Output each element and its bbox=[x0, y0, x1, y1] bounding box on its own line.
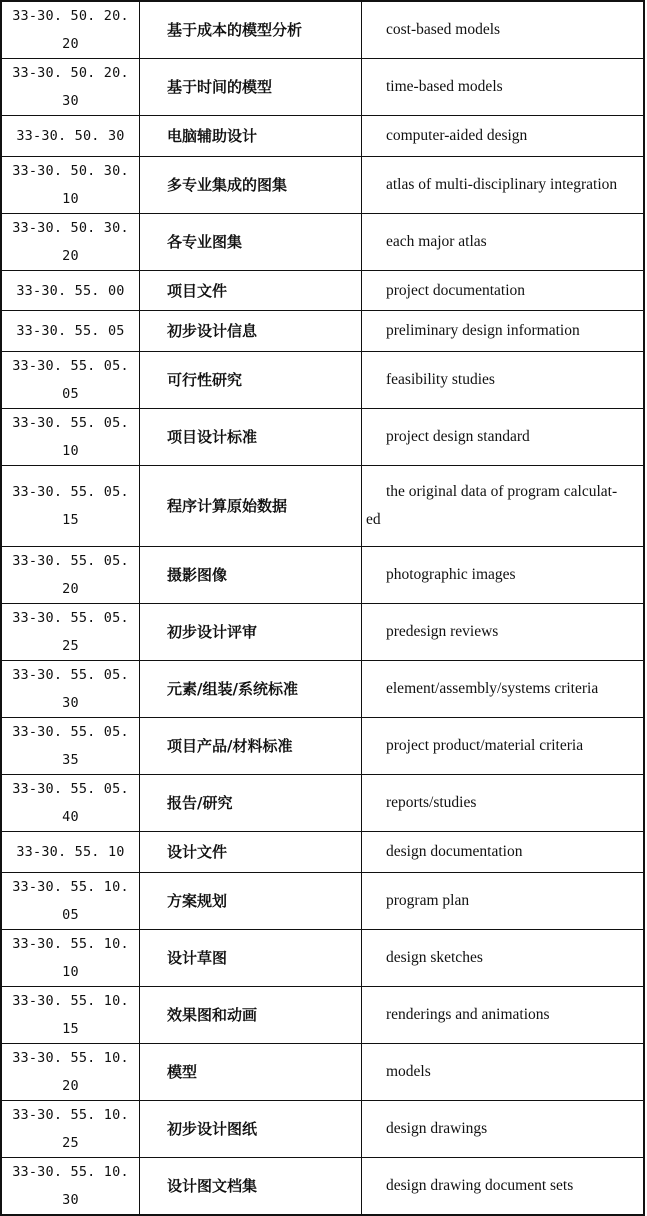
chinese-term-cell: 模型 bbox=[140, 1043, 362, 1100]
chinese-term-cell: 初步设计信息 bbox=[140, 311, 362, 352]
english-term-cell: project documentation bbox=[362, 270, 645, 311]
code-cell: 33-30. 55. 05. 15 bbox=[1, 466, 140, 547]
code-cell: 33-30. 55. 10. 30 bbox=[1, 1157, 140, 1215]
english-term-cell: design sketches bbox=[362, 929, 645, 986]
table-row bbox=[1, 661, 644, 718]
code-cell: 33-30. 50. 20. 30 bbox=[1, 59, 140, 116]
table-row bbox=[1, 466, 644, 547]
chinese-term-cell: 设计图文档集 bbox=[140, 1157, 362, 1215]
table-row bbox=[1, 156, 644, 213]
english-term-cell: atlas of multi-disciplinary integration bbox=[362, 156, 645, 213]
table-row bbox=[1, 986, 644, 1043]
code-cell: 33-30. 55. 05. 30 bbox=[1, 661, 140, 718]
chinese-term-cell: 项目文件 bbox=[140, 270, 362, 311]
chinese-term-cell: 设计草图 bbox=[140, 929, 362, 986]
english-term-cell: element/assembly/systems criteria bbox=[362, 661, 645, 718]
code-cell: 33-30. 55. 10. 25 bbox=[1, 1100, 140, 1157]
table-row bbox=[1, 1, 644, 59]
english-term-line-1: the original data of program calculat- bbox=[386, 483, 618, 501]
chinese-term-cell: 项目设计标准 bbox=[140, 409, 362, 466]
code-cell: 33-30. 55. 05 bbox=[1, 311, 140, 352]
table-row bbox=[1, 1157, 644, 1215]
code-cell: 33-30. 55. 05. 10 bbox=[1, 409, 140, 466]
chinese-term-cell: 基于成本的模型分析 bbox=[140, 1, 362, 59]
table-row bbox=[1, 116, 644, 157]
code-cell: 33-30. 55. 10 bbox=[1, 832, 140, 873]
code-cell: 33-30. 55. 10. 10 bbox=[1, 929, 140, 986]
english-term-cell: predesign reviews bbox=[362, 604, 645, 661]
chinese-term-cell: 项目产品/材料标准 bbox=[140, 718, 362, 775]
chinese-term-cell: 方案规划 bbox=[140, 872, 362, 929]
english-term-cell: preliminary design information bbox=[362, 311, 645, 352]
table-row bbox=[1, 604, 644, 661]
code-cell: 33-30. 50. 30. 10 bbox=[1, 156, 140, 213]
chinese-term-cell: 程序计算原始数据 bbox=[140, 466, 362, 547]
chinese-term-cell: 基于时间的模型 bbox=[140, 59, 362, 116]
english-term-cell: reports/studies bbox=[362, 775, 645, 832]
code-cell: 33-30. 55. 05. 05 bbox=[1, 352, 140, 409]
english-term-cell bbox=[362, 466, 645, 547]
table-row bbox=[1, 1043, 644, 1100]
chinese-term-cell: 效果图和动画 bbox=[140, 986, 362, 1043]
table-row bbox=[1, 1100, 644, 1157]
table-row bbox=[1, 59, 644, 116]
table-row bbox=[1, 775, 644, 832]
chinese-term-cell: 多专业集成的图集 bbox=[140, 156, 362, 213]
chinese-term-cell: 报告/研究 bbox=[140, 775, 362, 832]
english-term-cell: renderings and animations bbox=[362, 986, 645, 1043]
code-cell: 33-30. 55. 10. 15 bbox=[1, 986, 140, 1043]
chinese-term-cell: 摄影图像 bbox=[140, 547, 362, 604]
code-cell: 33-30. 55. 05. 40 bbox=[1, 775, 140, 832]
english-term-cell: project design standard bbox=[362, 409, 645, 466]
table-row bbox=[1, 409, 644, 466]
chinese-term-cell: 元素/组装/系统标准 bbox=[140, 661, 362, 718]
table-row bbox=[1, 270, 644, 311]
english-term-cell: models bbox=[362, 1043, 645, 1100]
code-cell: 33-30. 50. 30. 20 bbox=[1, 213, 140, 270]
code-cell: 33-30. 55. 10. 05 bbox=[1, 872, 140, 929]
chinese-term-cell: 设计文件 bbox=[140, 832, 362, 873]
chinese-term-cell: 初步设计图纸 bbox=[140, 1100, 362, 1157]
english-term-cell: time-based models bbox=[362, 59, 645, 116]
english-term-cell: design drawing document sets bbox=[362, 1157, 645, 1215]
english-term-cell: photographic images bbox=[362, 547, 645, 604]
code-cell: 33-30. 55. 00 bbox=[1, 270, 140, 311]
code-cell: 33-30. 55. 05. 35 bbox=[1, 718, 140, 775]
english-term-cell: each major atlas bbox=[362, 213, 645, 270]
table-row bbox=[1, 352, 644, 409]
english-term-cell: cost-based models bbox=[362, 1, 645, 59]
english-term-cell: project product/material criteria bbox=[362, 718, 645, 775]
chinese-term-cell: 电脑辅助设计 bbox=[140, 116, 362, 157]
code-cell: 33-30. 50. 20. 20 bbox=[1, 1, 140, 59]
table-row bbox=[1, 832, 644, 873]
code-cell: 33-30. 50. 30 bbox=[1, 116, 140, 157]
english-term-cell: program plan bbox=[362, 872, 645, 929]
table-row bbox=[1, 547, 644, 604]
chinese-term-cell: 初步设计评审 bbox=[140, 604, 362, 661]
english-term-cell: design drawings bbox=[362, 1100, 645, 1157]
code-cell: 33-30. 55. 05. 25 bbox=[1, 604, 140, 661]
english-term-line-2: ed bbox=[366, 511, 381, 529]
english-term-cell: design documentation bbox=[362, 832, 645, 873]
code-cell: 33-30. 55. 10. 20 bbox=[1, 1043, 140, 1100]
table-row bbox=[1, 718, 644, 775]
code-cell: 33-30. 55. 05. 20 bbox=[1, 547, 140, 604]
table-row bbox=[1, 213, 644, 270]
chinese-term-cell: 可行性研究 bbox=[140, 352, 362, 409]
chinese-term-cell: 各专业图集 bbox=[140, 213, 362, 270]
english-term-cell: feasibility studies bbox=[362, 352, 645, 409]
table-row bbox=[1, 311, 644, 352]
english-term-cell: computer-aided design bbox=[362, 116, 645, 157]
table-row bbox=[1, 872, 644, 929]
